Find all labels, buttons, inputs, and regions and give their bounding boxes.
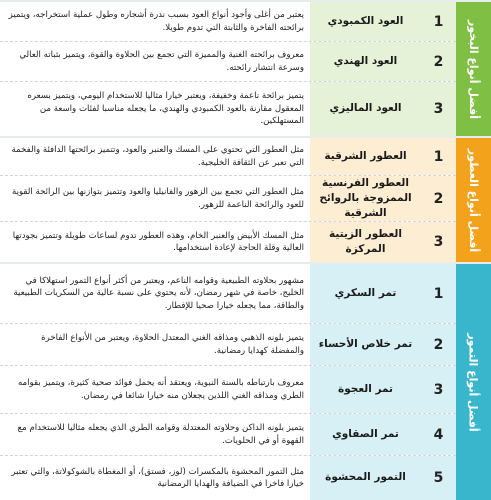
table-row <box>0 456 456 500</box>
row-number: 1 <box>421 264 456 323</box>
table-row <box>0 414 456 456</box>
row-name: تمر العجوة <box>310 366 421 413</box>
section-perfumes-label <box>456 138 491 262</box>
section-incense-label <box>456 2 491 136</box>
row-name: تمر خلاص الأحساء <box>310 324 421 365</box>
row-number: 3 <box>421 366 456 413</box>
row-number: 3 <box>421 222 456 262</box>
row-description: مثل العطور التي تجمع بين الزهور والفانيليا والعود وتتميز بتوازنها بين الرائحة القوية للعود والرائحة الناعمة للزهور. <box>11 187 304 210</box>
row-description: مثل العطور التي تحتوي على المسك والعنبر والعود، وتتميز برائحتها الدافئة والفخمة التي تعبر عن الثقافة الخليجية. <box>11 145 304 168</box>
row-description: يتميز بلونه الداكن وحلاوته المعتدلة وقوامه الطري الذي يجعله مثاليا للاستخدام مع القهوة أو في الحلويات. <box>17 423 304 446</box>
row-number: 2 <box>421 42 456 81</box>
row-description: مشهور بحلاوته الطبيعية وقوامه الناعم، ويعتبر من أكثر أنواع التمور استهلاكا في الخليج، خاصة في شهر رمضان، لأنه يحتوي على نسبة عالية من السكريات الطبيعية والطاقة، مما يجعله خيارا صحيا للإفطار. <box>13 275 304 311</box>
table-row <box>0 176 456 222</box>
row-name: العطور الزيتية المركزة <box>310 222 421 262</box>
row-number: 5 <box>421 456 456 500</box>
row-name: تمر السكري <box>310 264 421 323</box>
row-description: مثل المسك الأبيض والعنبر الخام، وهذه العطور تدوم لساعات طويلة وتتميز بجودتها العالية وقلة الحاجة لإعادة استخدامها. <box>12 230 304 253</box>
section-dates-label <box>456 264 491 500</box>
section-dates-title: أفضل أنواع التمور <box>467 332 480 432</box>
row-number: 4 <box>421 414 456 455</box>
row-number: 3 <box>421 82 456 136</box>
row-number: 1 <box>421 138 456 175</box>
row-number: 2 <box>421 324 456 365</box>
row-description: يتميز بلونه الذهبي ومذاقه الغني المعتدل الحلاوة، ويعتبر من الأنواع الفاخرة والمفضلة كهدايا رمضانية. <box>41 333 304 356</box>
row-description: معروف برائحته الغنية والمميزة التي تجمع بين الحلاوة والقوة، ويتميز بثباته العالي وسرعة انتشار رائحته. <box>19 50 304 73</box>
row-number: 1 <box>421 2 456 41</box>
table-row <box>0 42 456 82</box>
section-dates <box>0 262 491 500</box>
table-row <box>0 138 456 176</box>
row-name: العطور الفرنسية الممزوجة بالروائح الشرقية <box>310 176 421 221</box>
table-row <box>0 82 456 136</box>
row-number: 2 <box>421 176 456 221</box>
row-description: يتميز برائحة ناعمة وخفيفة، ويعتبر خيارا مثاليا للاستخدام اليومي، ويتميز بسعره المعقول مقارنة بالعود الكمبودي والهندي، ما يجعله مناسبا لفئات واسعة من المستهلكين. <box>27 91 304 127</box>
table-row <box>0 324 456 366</box>
table-row <box>0 2 456 42</box>
row-name: العود الماليزي <box>310 82 421 136</box>
section-incense-title: أفضل أنواع البخور <box>467 19 481 119</box>
table-row <box>0 366 456 414</box>
section-incense <box>0 0 491 136</box>
section-perfumes-title: أفضل أنواع العطور <box>467 148 480 252</box>
table-row <box>0 222 456 262</box>
row-name: العود الكمبودي <box>310 2 421 41</box>
row-description: يعتبر من أغلى وأجود أنواع العود بسبب ندرة أشجاره وطول عملية استخراجه، ويتميز برائحته الفاخرة والثابتة التي تدوم طويلا. <box>8 10 304 33</box>
row-name: العطور الشرقية <box>310 138 421 175</box>
row-name: العود الهندي <box>310 42 421 81</box>
row-description: معروف بارتباطه بالسنة النبوية، ويعتقد أنه يحمل فوائد صحية كثيرة، ويتميز بقوامه الطري ومذاقه الغني اللذين يجعلان منه خيارا شائعا في رمضان. <box>17 378 304 401</box>
row-name: تمر الصقاوي <box>310 414 421 455</box>
table-row <box>0 264 456 324</box>
row-name: التمور المحشوة <box>310 456 421 500</box>
row-description: مثل التمور المحشوة بالمكسرات (لوز، فستق)، أو المغطاة بالشوكولاتة، والتي تعتبر خيارا فاخرا في الضيافة والهدايا الرمضانية <box>11 466 304 489</box>
section-perfumes <box>0 136 491 262</box>
